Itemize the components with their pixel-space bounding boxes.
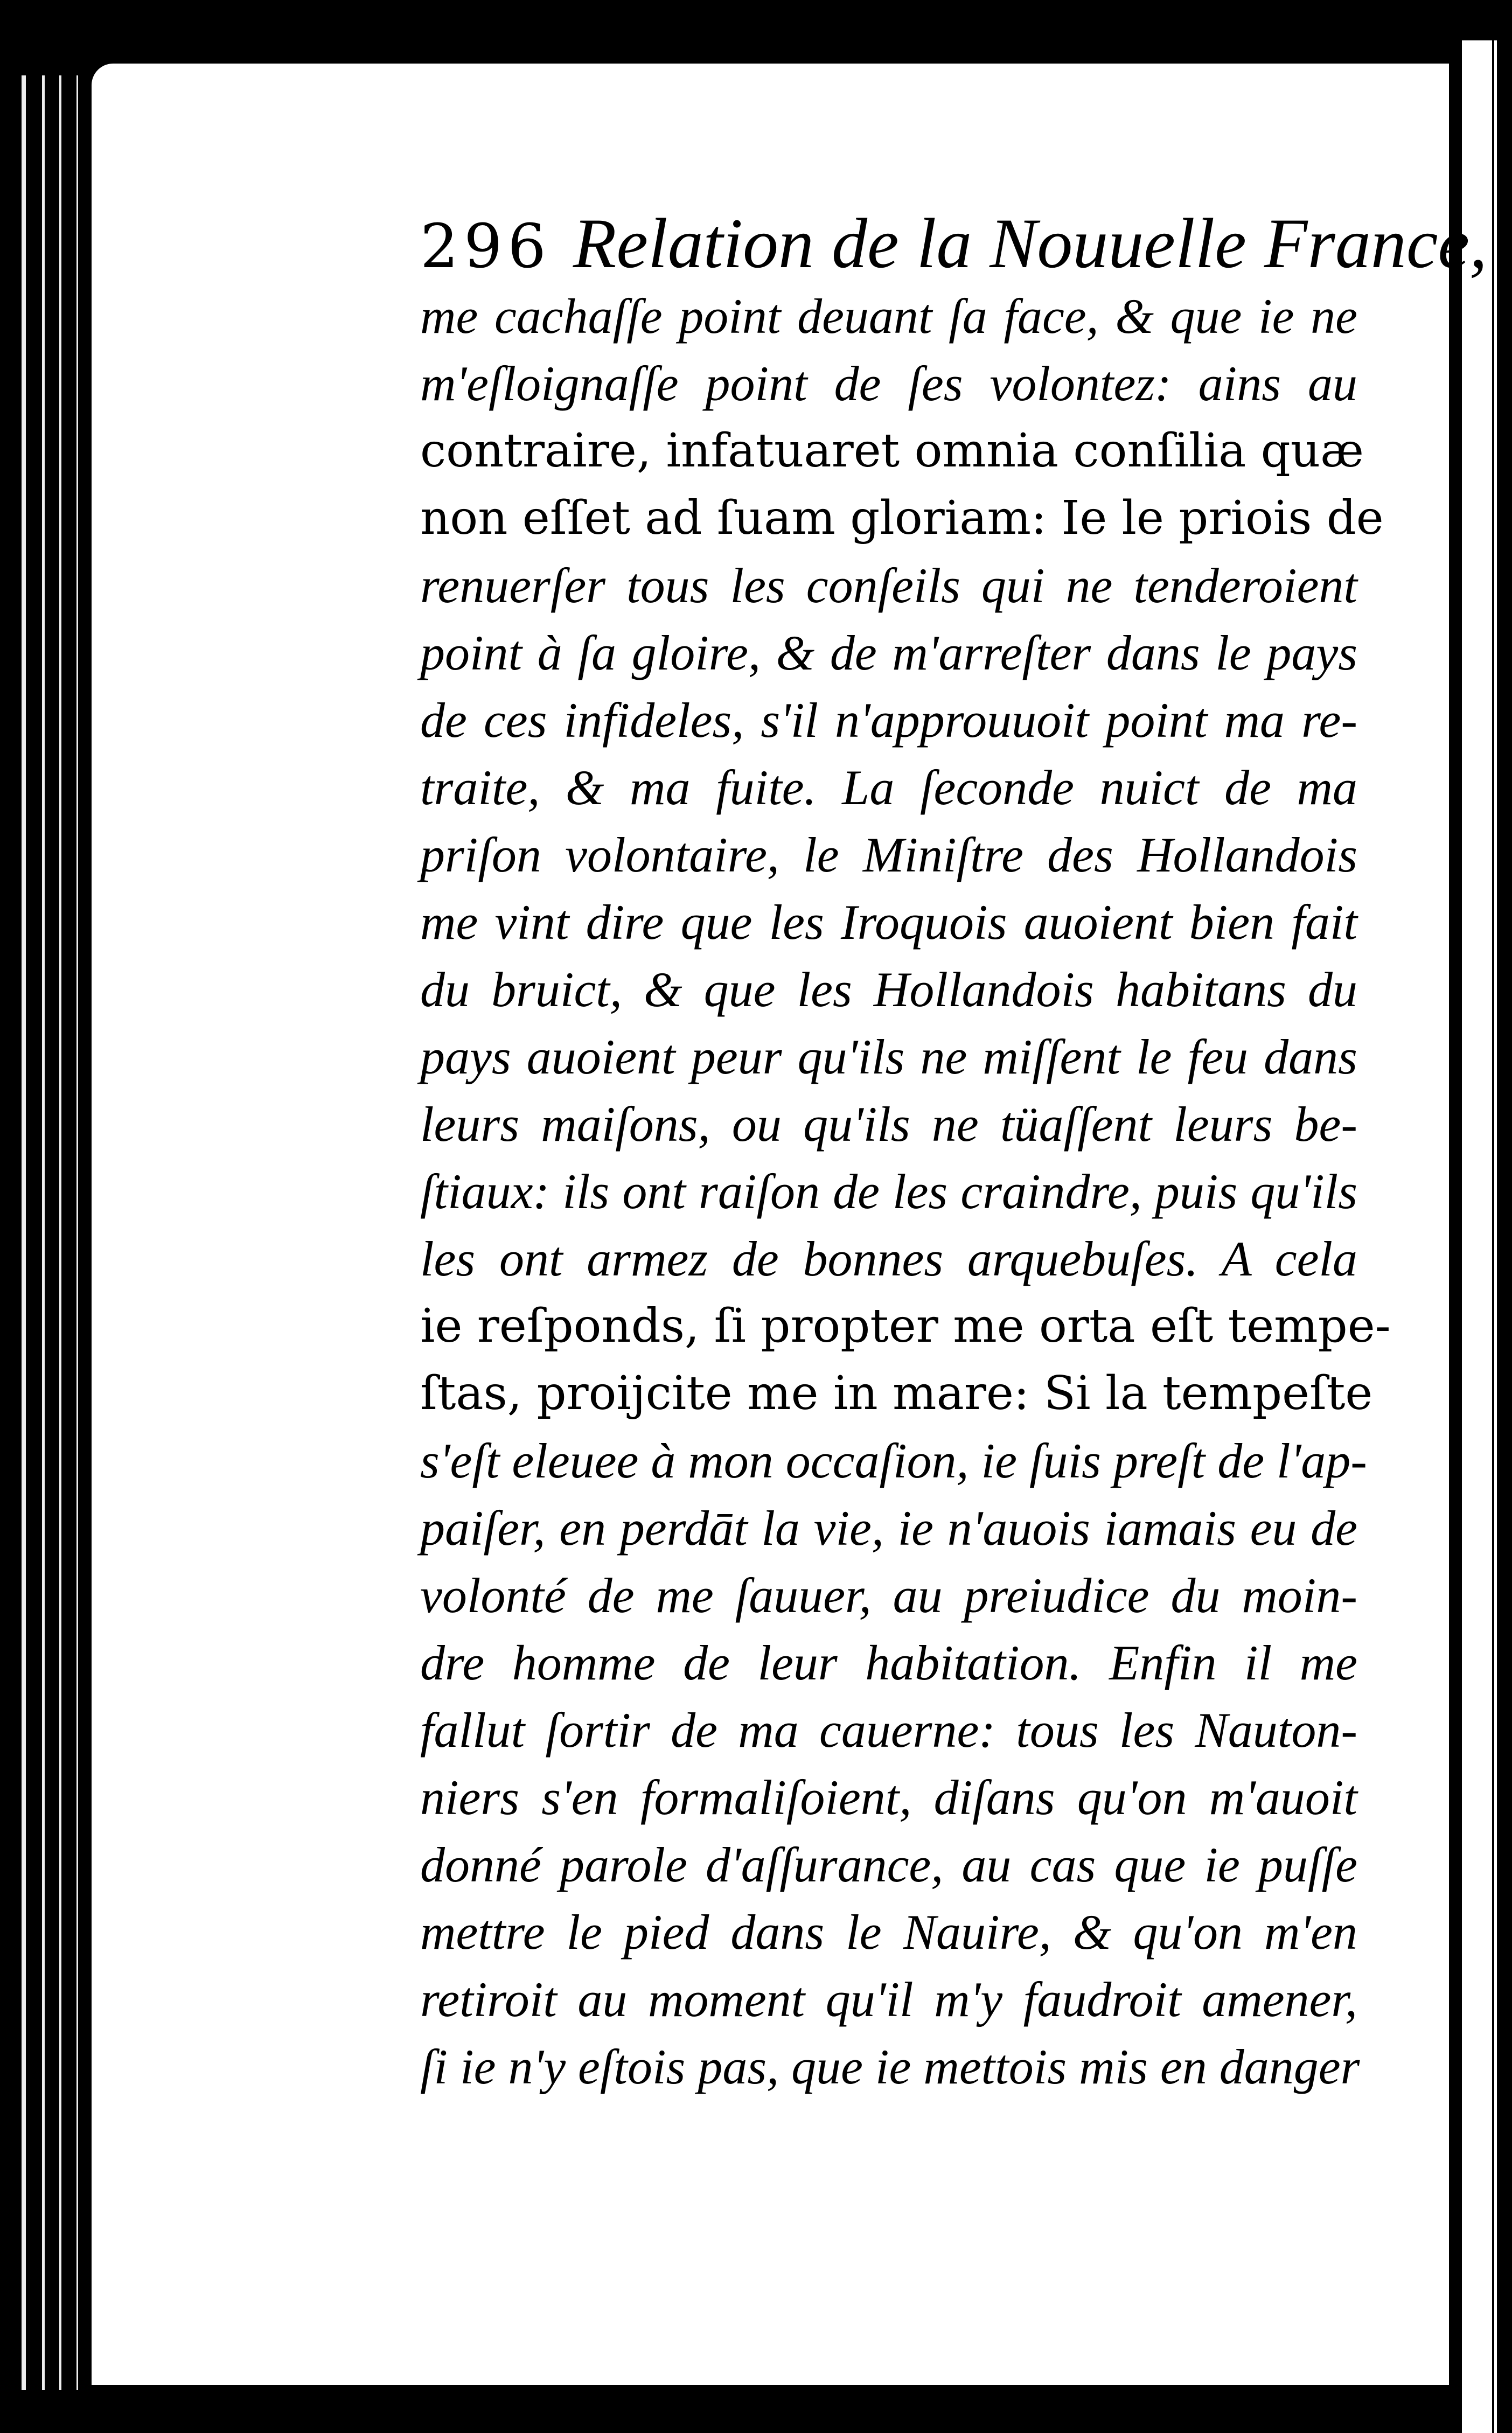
- text-line: ſtiaux: ils ont raiſon de les craindre, puis qu'ils: [420, 1164, 1357, 1219]
- text-line: les ont armez de bonnes arquebuſes. A cela: [420, 1231, 1357, 1286]
- text-line: pays auoient peur qu'ils ne miſſent le feu dans: [420, 1029, 1357, 1084]
- text-block: [420, 202, 1488, 2101]
- text-line: me vint dire que les Iroquois auoient bien fait: [420, 895, 1357, 950]
- facing-page-rule: [1494, 40, 1497, 2433]
- text-line: retiroit au moment qu'il m'y faudroit amener,: [420, 1972, 1357, 2027]
- text-line: ſtas, proijcite me in mare: Si la tempeſte: [420, 1367, 1373, 1420]
- body-text: [420, 283, 1391, 2101]
- text-line: s'eſt eleuee à mon occaſion, ie ſuis preſt de l'ap-: [420, 1433, 1367, 1488]
- running-head: Relation de la Nouuelle France,: [573, 204, 1488, 283]
- text-line: m'eſloignaſſe point de ſes volontez: ains au: [420, 356, 1357, 411]
- text-line: non eſſet ad ſuam gloriam: Ie le priois de: [420, 491, 1384, 545]
- book-spine: [0, 0, 94, 2433]
- text-line: contraire, infatuaret omnia conſilia quæ: [420, 424, 1364, 478]
- facing-page-edge: [1449, 40, 1512, 2433]
- text-line: me cachaſſe point deuant ſa face, & que ie ne: [420, 289, 1357, 344]
- facing-page-strip: [1462, 40, 1492, 2433]
- text-line: mettre le pied dans le Nauire, & qu'on m'en: [420, 1905, 1357, 1960]
- text-line: dre homme de leur habitation. Enfin il me: [420, 1635, 1357, 1690]
- text-line: ſi ie n'y eſtois pas, que ie mettois mis en danger: [420, 2039, 1360, 2094]
- page-edge: [59, 75, 61, 2390]
- page-edge: [76, 75, 78, 2390]
- page-edge: [22, 75, 26, 2390]
- text-line: priſon volontaire, le Miniſtre des Hollandois: [420, 827, 1357, 882]
- text-line: leurs maiſons, ou qu'ils ne tüaſſent leurs be-: [420, 1097, 1357, 1152]
- text-line: volonté de me ſauuer, au preiudice du moin-: [420, 1568, 1357, 1623]
- text-line: renuerſer tous les conſeils qui ne tenderoient: [420, 558, 1357, 613]
- text-line: du bruict, & que les Hollandois habitans du: [420, 962, 1357, 1017]
- text-line: niers s'en formaliſoient, diſans qu'on m'auoit: [420, 1770, 1357, 1825]
- text-line: fallut ſortir de ma cauerne: tous les Nauton-: [420, 1703, 1357, 1758]
- page-number: 296: [420, 212, 552, 282]
- text-line: ie reſponds, ſi propter me orta eſt tempe-: [420, 1299, 1391, 1353]
- text-line: paiſer, en perdāt la vie, ie n'auois iamais eu de: [420, 1501, 1357, 1556]
- text-line: point à ſa gloire, & de m'arreſter dans le pays: [420, 625, 1357, 680]
- text-line: traite, & ma fuite. La ſeconde nuict de ma: [420, 760, 1357, 815]
- text-line: de ces infideles, s'il n'approuuoit point ma re-: [420, 693, 1357, 748]
- text-line: donné parole d'aſſurance, au cas que ie puſſe: [420, 1837, 1357, 1892]
- page-edge: [42, 75, 45, 2390]
- page-header: [420, 202, 1488, 288]
